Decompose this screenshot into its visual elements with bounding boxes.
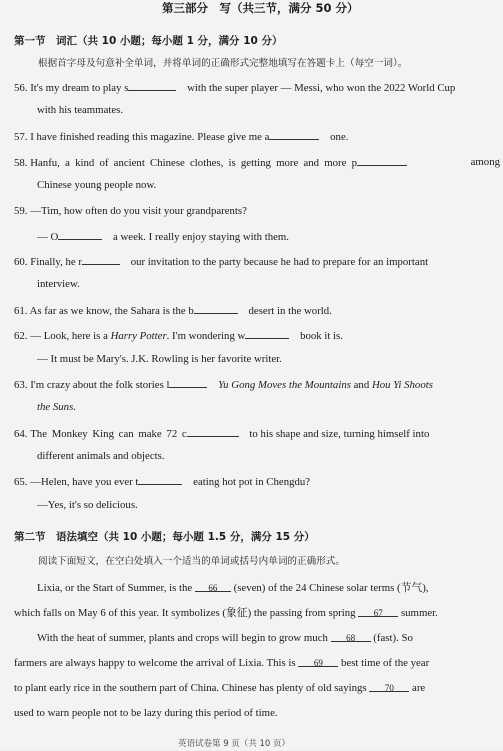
passage-line-2	[14, 606, 438, 620]
question-text: Hanfu, a kind of ancient Chinese clothes, is getting more and more p	[30, 157, 358, 169]
question-text: As far as we know, the Sahara is the b	[29, 305, 194, 317]
question-text: and	[353, 379, 370, 391]
passage-text: With the heat of summer, plants and crops will begin to grow much	[37, 632, 328, 644]
question-60	[14, 254, 500, 269]
question-65	[14, 474, 310, 489]
passage-text: (seven) of the 24 Chinese solar terms (节气),	[233, 582, 429, 594]
question-text: I'm crazy about the folk stories l	[30, 379, 170, 391]
question-text: I have finished reading this magazine. Please give me a	[30, 131, 270, 143]
question-number: 62.	[14, 330, 28, 342]
page-footer: 英语试卷第 9 页（共 10 页）	[178, 739, 291, 749]
question-58	[14, 155, 500, 170]
answer-blank-60[interactable]	[82, 254, 120, 265]
passage-line-5	[14, 681, 425, 695]
question-text: It's my dream to play s	[30, 82, 129, 94]
section1-instruction: 根据首字母及句意补全单词，并将单词的正确形式完整地填写在答题卡上（每空一词）。	[38, 58, 408, 69]
answer-blank-61[interactable]	[194, 303, 238, 314]
answer-blank-56[interactable]	[128, 80, 176, 91]
question-text: among	[470, 156, 500, 168]
question-62	[14, 328, 343, 343]
answer-blank-59[interactable]	[58, 229, 102, 240]
book-title: Harry Potter	[110, 330, 167, 342]
question-58-cont: Chinese young people now.	[37, 179, 157, 191]
answer-blank-66[interactable]: 66	[195, 581, 231, 592]
question-57	[14, 129, 348, 144]
question-59	[14, 204, 247, 218]
question-number: 57.	[14, 131, 28, 143]
answer-blank-58[interactable]	[357, 155, 407, 166]
story-title: Yu Gong Moves the Mountains	[218, 379, 351, 391]
question-60-cont: interview.	[37, 278, 80, 290]
passage-text: Lixia, or the Start of Summer, is the	[37, 582, 193, 594]
question-number: 64.	[14, 428, 28, 440]
question-59-answer-line	[37, 229, 289, 244]
passage-line-4	[14, 656, 429, 670]
passage-text: best time of the year	[341, 657, 430, 669]
passage-line-3	[37, 631, 413, 645]
question-text: — Look, here is a	[30, 330, 108, 342]
question-text: our invitation to the party because he had to prepare for an important	[130, 256, 429, 268]
question-56	[14, 80, 455, 95]
question-61	[14, 303, 332, 318]
question-number: 65.	[14, 476, 28, 488]
answer-blank-69[interactable]: 69	[298, 656, 338, 667]
question-number: 58.	[14, 157, 28, 169]
answer-blank-70[interactable]: 70	[369, 681, 409, 692]
question-62-reply: — It must be Mary's. J.K. Rowling is her favorite writer.	[37, 353, 282, 365]
question-number: 61.	[14, 305, 28, 317]
answer-blank-68[interactable]: 68	[331, 631, 371, 642]
question-64-cont: different animals and objects.	[37, 450, 165, 462]
question-number: 56.	[14, 82, 28, 94]
question-text: —Helen, have you ever t	[30, 476, 139, 488]
passage-text: to plant early rice in the southern part of China. Chinese has plenty of old sayings	[14, 682, 367, 694]
passage-text: are	[412, 682, 426, 694]
question-number: 63.	[14, 379, 28, 391]
question-64	[14, 426, 429, 441]
question-63	[14, 377, 433, 392]
question-text: Finally, he r	[30, 256, 82, 268]
passage-text: farmers are always happy to welcome the arrival of Lixia. This is	[14, 657, 296, 669]
question-text: eating hot pot in Chengdu?	[193, 476, 311, 488]
section2-instruction: 阅读下面短文，在空白处填入一个适当的单词或括号内单词的正确形式。	[38, 556, 345, 567]
answer-blank-62[interactable]	[245, 328, 289, 339]
question-text: . I'm wondering w	[166, 330, 246, 342]
passage-line-1	[37, 581, 429, 595]
passage-text: summer.	[400, 607, 438, 619]
question-number: 59.	[14, 205, 28, 217]
answer-blank-57[interactable]	[269, 129, 319, 140]
question-65-reply: —Yes, it's so delicious.	[37, 499, 138, 511]
question-text: one.	[330, 131, 349, 143]
question-text: book it is.	[300, 330, 343, 342]
section2-heading: 第二节 语法填空（共 10 小题；每小题 1.5 分，满分 15 分）	[14, 531, 315, 543]
question-text: The Monkey King can make 72 c	[30, 428, 187, 440]
answer-blank-64[interactable]	[187, 426, 239, 437]
question-text: a week. I really enjoy staying with them.	[113, 231, 289, 243]
answer-blank-65[interactable]	[138, 474, 182, 485]
passage-text: (fast). So	[373, 632, 413, 644]
section1-heading: 第一节 词汇（共 10 小题；每小题 1 分，满分 10 分）	[14, 35, 283, 47]
part-title: 第三部分 写（共三节，满分 50 分）	[162, 1, 359, 15]
question-text: to his shape and size, turning himself into	[249, 428, 430, 440]
answer-blank-63[interactable]	[169, 377, 207, 388]
question-text: desert in the world.	[248, 305, 332, 317]
question-text: with the super player — Messi, who won the 2022 World Cup	[187, 82, 456, 94]
passage-line-6: used to warn people not to be lazy during this period of time.	[14, 707, 278, 719]
question-56-cont: with his teammates.	[37, 104, 124, 116]
question-text: — O	[37, 231, 59, 243]
story-title-cont: the Suns.	[37, 401, 76, 413]
story-title: Hou Yi Shoots	[371, 379, 433, 391]
passage-text: which falls on May 6 of this year. It symbolizes (象征) the passing from spring	[14, 607, 356, 619]
question-number: 60.	[14, 256, 28, 268]
question-text: —Tim, how often do you visit your grandparents?	[30, 205, 247, 217]
answer-blank-67[interactable]: 67	[358, 606, 398, 617]
